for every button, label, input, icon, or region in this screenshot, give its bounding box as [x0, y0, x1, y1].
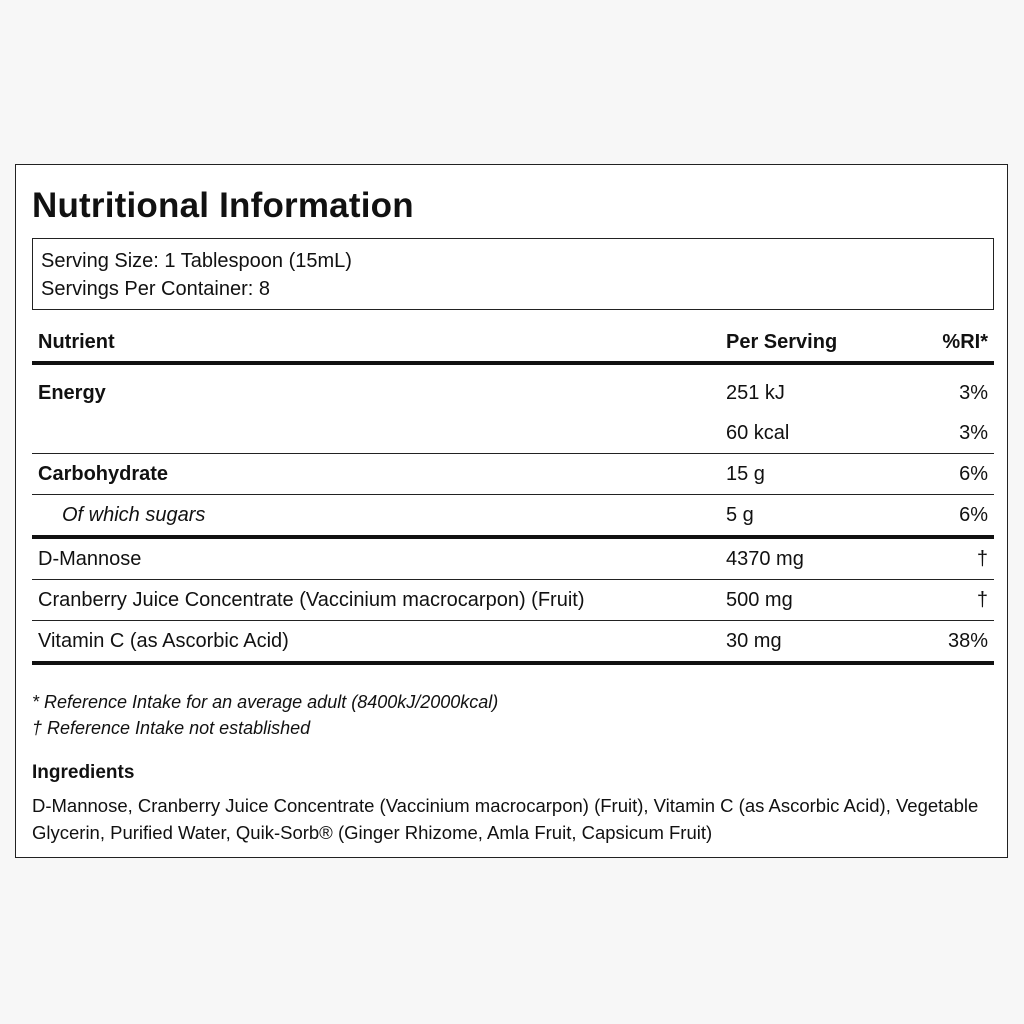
table-row	[32, 580, 994, 621]
table-row	[32, 495, 994, 538]
header-per-serving: Per Serving	[726, 330, 838, 353]
header-ri: %RI*	[942, 330, 988, 353]
table-row	[32, 454, 994, 495]
nutrient-name: Vitamin C (as Ascorbic Acid)	[32, 621, 720, 664]
ri-value: †	[892, 537, 994, 580]
per-serving-value: 5 g	[720, 495, 892, 538]
ri-value: 6%	[892, 495, 994, 538]
per-serving-value: 30 mg	[720, 621, 892, 664]
footnotes	[32, 689, 498, 741]
nutrient-name: Energy	[38, 381, 106, 404]
table-row	[32, 621, 994, 664]
ri-value: †	[892, 580, 994, 621]
per-serving-value: 500 mg	[720, 580, 892, 621]
nutrient-name	[32, 413, 720, 454]
dagger-footnote: † Reference Intake not established	[32, 718, 311, 738]
serving-size: Serving Size: 1 Tablespoon (15mL)	[41, 250, 352, 272]
ri-value: 6%	[892, 454, 994, 495]
page-title: Nutritional Information	[32, 186, 414, 225]
nutrition-panel	[15, 164, 1008, 858]
nutrient-name: D-Mannose	[32, 537, 720, 580]
table-row	[32, 363, 994, 413]
table-row	[32, 413, 994, 454]
ingredients-text: D-Mannose, Cranberry Juice Concentrate (Vaccinium macrocarpon) (Fruit), Vitamin C (as Ascorbic Acid), Vegetable Glycerin, Purified Water, Quik-Sorb® (Ginger Rhizome, Amla Fruit, Capsicum Fruit)	[32, 795, 979, 843]
nutrition-table	[32, 323, 994, 665]
ri-value: 3%	[959, 381, 988, 404]
per-serving-value: 15 g	[720, 454, 892, 495]
ri-footnote: * Reference Intake for an average adult (8400kJ/2000kcal)	[32, 692, 499, 712]
table-row	[32, 537, 994, 580]
per-serving-value: 60 kcal	[720, 413, 892, 454]
nutrient-name: Of which sugars	[32, 495, 720, 538]
nutrient-name: Cranberry Juice Concentrate (Vaccinium macrocarpon) (Fruit)	[32, 580, 720, 621]
nutrient-name: Carbohydrate	[32, 454, 720, 495]
ingredients-title: Ingredients	[32, 762, 135, 783]
serving-info-box	[32, 238, 994, 310]
table-header-row	[32, 323, 994, 363]
servings-per-container: Servings Per Container: 8	[41, 278, 271, 300]
per-serving-value: 4370 mg	[720, 537, 892, 580]
header-nutrient: Nutrient	[38, 330, 115, 353]
ri-value: 3%	[892, 413, 994, 454]
ri-value: 38%	[892, 621, 994, 664]
per-serving-value: 251 kJ	[726, 381, 785, 404]
